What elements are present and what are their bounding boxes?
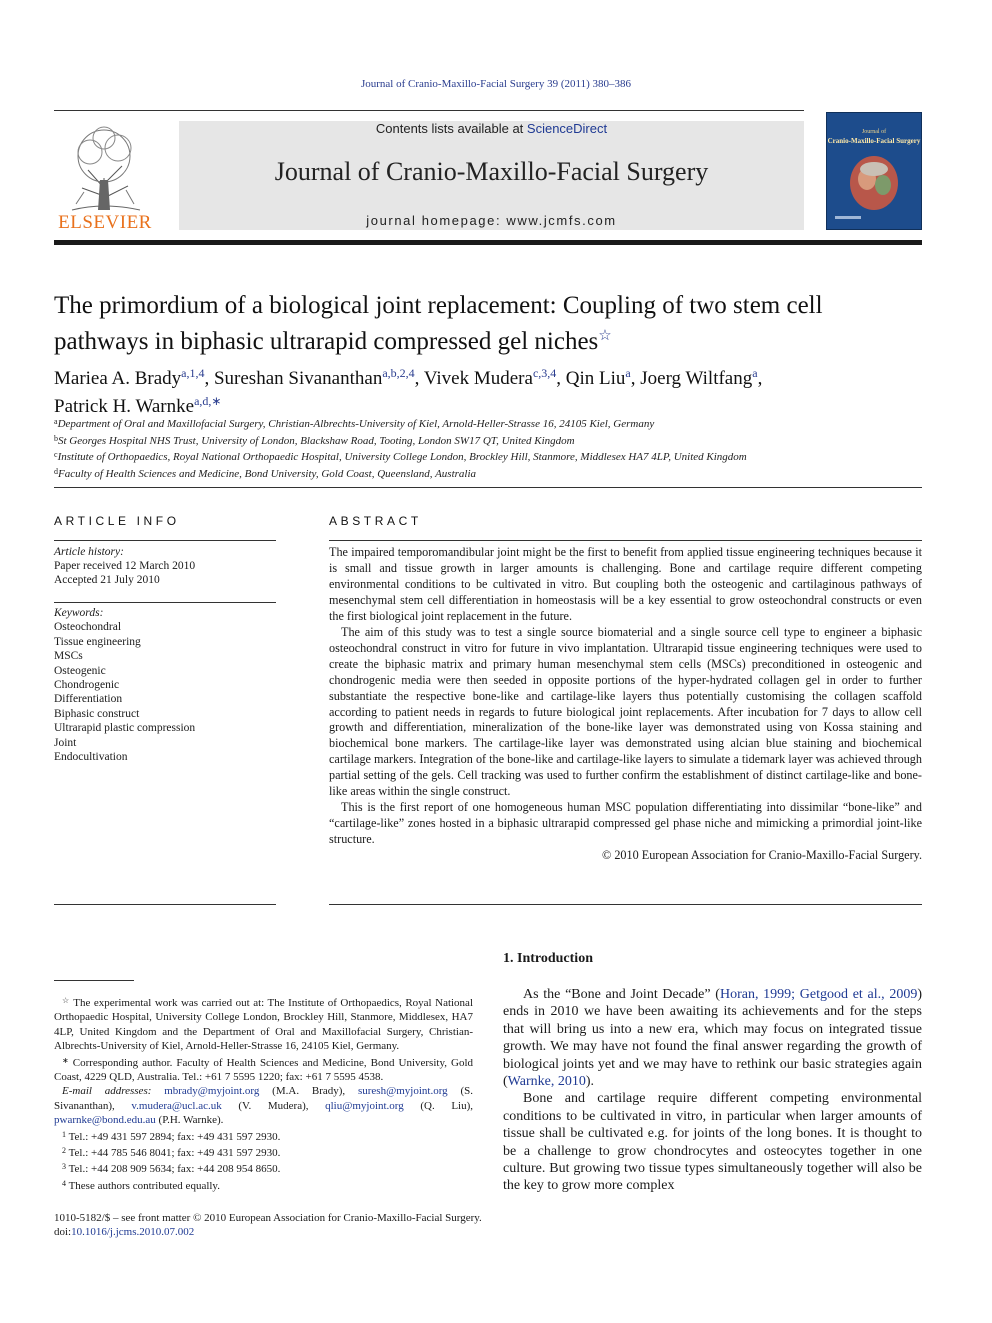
abstract-heading: ABSTRACT	[329, 514, 422, 528]
abstract-rule	[329, 904, 922, 905]
keyword: Ultrarapid plastic compression	[54, 722, 196, 735]
abstract-body	[329, 545, 922, 864]
keyword: Joint	[54, 736, 77, 749]
footnote-numbered: $^2$ Tel.: +44 785 546 8041; fax: +49 431 597 2930.	[62, 1146, 281, 1160]
article-info-rule	[54, 904, 276, 905]
article-info-heading: ARTICLE INFO	[54, 514, 180, 528]
footnote-numbered: $^3$ Tel.: +44 208 909 5634; fax: +44 208 954 8650.	[62, 1162, 281, 1176]
author: Joerg Wiltfang$^a$,	[640, 366, 763, 389]
author: Qin Liu$^a$,	[565, 366, 641, 389]
section-rule	[54, 487, 922, 488]
front-matter-line: 1010-5182/$ – see front matter © 2010 European Association for Cranio-Maxillo-Facial Surgery.	[54, 1212, 482, 1224]
keyword: Osteogenic	[54, 664, 106, 677]
affiliations	[54, 415, 922, 481]
history-label: Article history:	[54, 546, 124, 558]
introduction-body	[503, 986, 922, 1195]
affiliation: $^a$Department of Oral and Maxillofacial Surgery, Christian-Albrechts-University of Kiel, Arnold-Heller-Strasse 16, 24105 Kiel, Germany	[54, 417, 655, 430]
abstract-paragraph: The aim of this study was to test a single source biomaterial and a single source cell type to engineer a biphasic osteochondral construct in vitro for future in vivo implantation. Ultrarapid tissue engineering techniques were used to create the biphasic matrix and primary human mesenchymal stem cells (MSCs) preconditioned in osteogenic and chondrogenic media were then seeded in opposite portions of the hyper-hydrated collagen gel in order to further substantiate the respective bone-like and cartilage-like layers thus potentially customising the collagen scaffold according to patient needs in regards to future biological joint replacements. After incubation for 7 days to allow cell growth and differentiation, mineralization of the bone-like layer was demonstrated using von Kossa staining and biochemical bone markers. The cartilage-like layer was demonstrated using alcian blue staining and biochemical cartilage markers. Integration of the bone-like and cartilage-like layers to simulate a tidemark layer was achieved through partial setting of the gels. Cell tracking was used to further confirm the establishment of distinct cartilage-like and bone-like areas within the single construct.	[329, 624, 922, 799]
citation-link[interactable]: Horan, 1999; Getgood et al., 2009	[719, 987, 918, 1002]
keyword: Chondrogenic	[54, 679, 120, 692]
author: Vivek Mudera$^{c,3,4}$,	[423, 366, 566, 389]
doi-line: doi:10.1016/j.jcms.2010.07.002	[54, 1226, 195, 1239]
journal-cover-thumbnail[interactable]	[826, 112, 922, 230]
elsevier-wordmark[interactable]: ELSEVIER	[58, 212, 152, 233]
front-matter-info	[54, 1211, 654, 1240]
cover-line1: Journal of	[861, 129, 887, 135]
keyword: Tissue engineering	[54, 635, 141, 648]
contents-line: Contents lists available at ScienceDirect	[375, 121, 608, 136]
footnote-corresponding: ∗ Corresponding author. Faculty of Health Sciences and Medicine, Bond University, Gold Coast, 4229 QLD, Australia. Tel.: +61 7 5595 1220; fax: +61 7 5595 4538.	[54, 1055, 474, 1084]
abstract-paragraph: The impaired temporomandibular joint might be the first to benefit from applied tissue engineering techniques because it is small and tissue growth in larger amounts is challenging. Bone and cartilage require different competing environmental conditions to be cultivated in vitro. But coupling both the osteogenic and cartilaginous pathways of mesenchymal stem cell differentiation in homeostasis will be a key essential to grow osteochondral constructs or even the first biological joint replacement in the future.	[329, 545, 922, 623]
article-title: The primordium of a biological joint replacement: Coupling of two stem cell pathways in biphasic ultrarapid compressed gel niches☆	[54, 292, 823, 355]
email-link[interactable]: v.mudera@ucl.ac.uk	[131, 1099, 222, 1112]
history-item: Accepted 21 July 2010	[54, 574, 160, 587]
keyword: MSCs	[54, 650, 83, 663]
doi-link[interactable]: 10.1016/j.jcms.2010.07.002	[71, 1226, 195, 1239]
keywords-label: Keywords:	[54, 607, 104, 619]
footnote-numbered: $^1$ Tel.: +49 431 597 2894; fax: +49 431 597 2930.	[62, 1129, 281, 1143]
article-history	[54, 545, 276, 588]
intro-paragraph: Bone and cartilage require different competing environmental conditions to be cultivated in vitro, in particular when larger amounts of tissue shall be cultivated e.g. for joints of the long bones. It is thought to be a challenge to grow chondrocytes and osteocytes together in one culture. But growing two tissue types simultaneously together will also be the key to grow more complex	[503, 1091, 922, 1194]
article-info-rule	[54, 540, 276, 541]
email-link[interactable]: pwarnke@bond.edu.au	[54, 1114, 156, 1127]
header-thick-rule	[54, 240, 922, 245]
citation-link[interactable]: Warnke, 2010	[507, 1074, 586, 1090]
keywords	[54, 606, 276, 764]
cover-skull-icon	[827, 113, 921, 229]
email-link[interactable]: mbrady@myjoint.org	[164, 1085, 260, 1098]
cover-line2: Cranio-Maxillo-Facial Surgery	[827, 137, 921, 145]
footnote-emails: E-mail addresses: mbrady@myjoint.org (M.A. Brady), suresh@myjoint.org (S. Sivananthan), v.mudera@ucl.ac.uk (V. Mudera), qliu@myjoint.org (Q. Liu), pwarnke@bond.edu.au (P.H. Warnke).	[54, 1085, 474, 1127]
sciencedirect-link[interactable]: ScienceDirect	[526, 121, 608, 136]
author: Patrick H. Warnke$^{a,d,∗}$	[54, 394, 222, 417]
author-list	[54, 362, 922, 418]
running-head[interactable]: Journal of Cranio-Maxillo-Facial Surgery 39 (2011) 380–386	[360, 78, 632, 90]
email-link[interactable]: suresh@myjoint.org	[357, 1085, 448, 1098]
title-footnote-mark[interactable]: ☆	[598, 328, 612, 344]
footnote-star: ☆ The experimental work was carried out at: The Institute of Orthopaedics, Royal National Orthopaedic Hospital, University College London, Brockley Hill, Stanmore, Middlesex, HA7 4LP, United Kingdom and the Department of Oral and Maxillofacial Surgery, Christian-Albrechts-University of Kiel, Arnold-Heller-Strasse 16, 24105 Kiel, Germany.	[54, 996, 474, 1053]
affiliation: $^d$Faculty of Health Sciences and Medicine, Bond University, Gold Coast, Queensland, Australia	[54, 466, 477, 480]
header-rule	[54, 110, 804, 111]
history-item: Paper received 12 March 2010	[54, 560, 196, 573]
footnote-numbered: $^4$ These authors contributed equally.	[62, 1178, 220, 1192]
footnote-rule	[54, 980, 134, 981]
email-link[interactable]: qliu@myjoint.org	[325, 1099, 404, 1112]
journal-title: Journal of Cranio-Maxillo-Facial Surgery	[274, 157, 709, 186]
author: Mariea A. Brady$^{a,1,4}$,	[54, 366, 214, 389]
affiliation: $^b$St Georges Hospital NHS Trust, University of London, Blackshaw Road, Tooting, London SW17 QT, United Kingdom	[54, 433, 575, 447]
author: Sureshan Sivananthan$^{a,b,2,4}$,	[213, 366, 424, 389]
keyword: Differentiation	[54, 693, 123, 706]
keyword: Osteochondral	[54, 621, 122, 634]
footnotes	[54, 994, 473, 1193]
affiliation: $^c$Institute of Orthopaedics, Royal National Orthopaedic Hospital, University College London, Brockley Hill, Stanmore, Middlesex HA7 4LP, United Kingdom	[54, 450, 747, 463]
abstract-paragraph: This is the first report of one homogeneous human MSC population differentiating into dissimilar “bone-like” and “cartilage-like” zones hosted in a biphasic ultrarapid compressed gel phase niche and mimicking a primordial joint-like structure.	[329, 800, 922, 847]
keyword: Biphasic construct	[54, 707, 140, 720]
abstract-rule	[329, 540, 922, 541]
abstract-copyright: © 2010 European Association for Cranio-Maxillo-Facial Surgery.	[602, 848, 922, 863]
keyword: Endocultivation	[54, 751, 128, 764]
journal-homepage[interactable]: journal homepage: www.jcmfs.com	[366, 213, 617, 228]
introduction-heading: 1. Introduction	[503, 951, 593, 966]
article-info-rule	[54, 602, 276, 603]
intro-paragraph: As the “Bone and Joint Decade” (Horan, 1999; Getgood et al., 2009) ends in 2010 we have been awaiting its achievements and for the steps that will bring us into a new era, which may focus on integrated tissue growth. We may have not found the final answer regarding the growth of biological joints yet and we may have to rethink our basic strategies again (Warnke, 2010).	[503, 987, 923, 1090]
